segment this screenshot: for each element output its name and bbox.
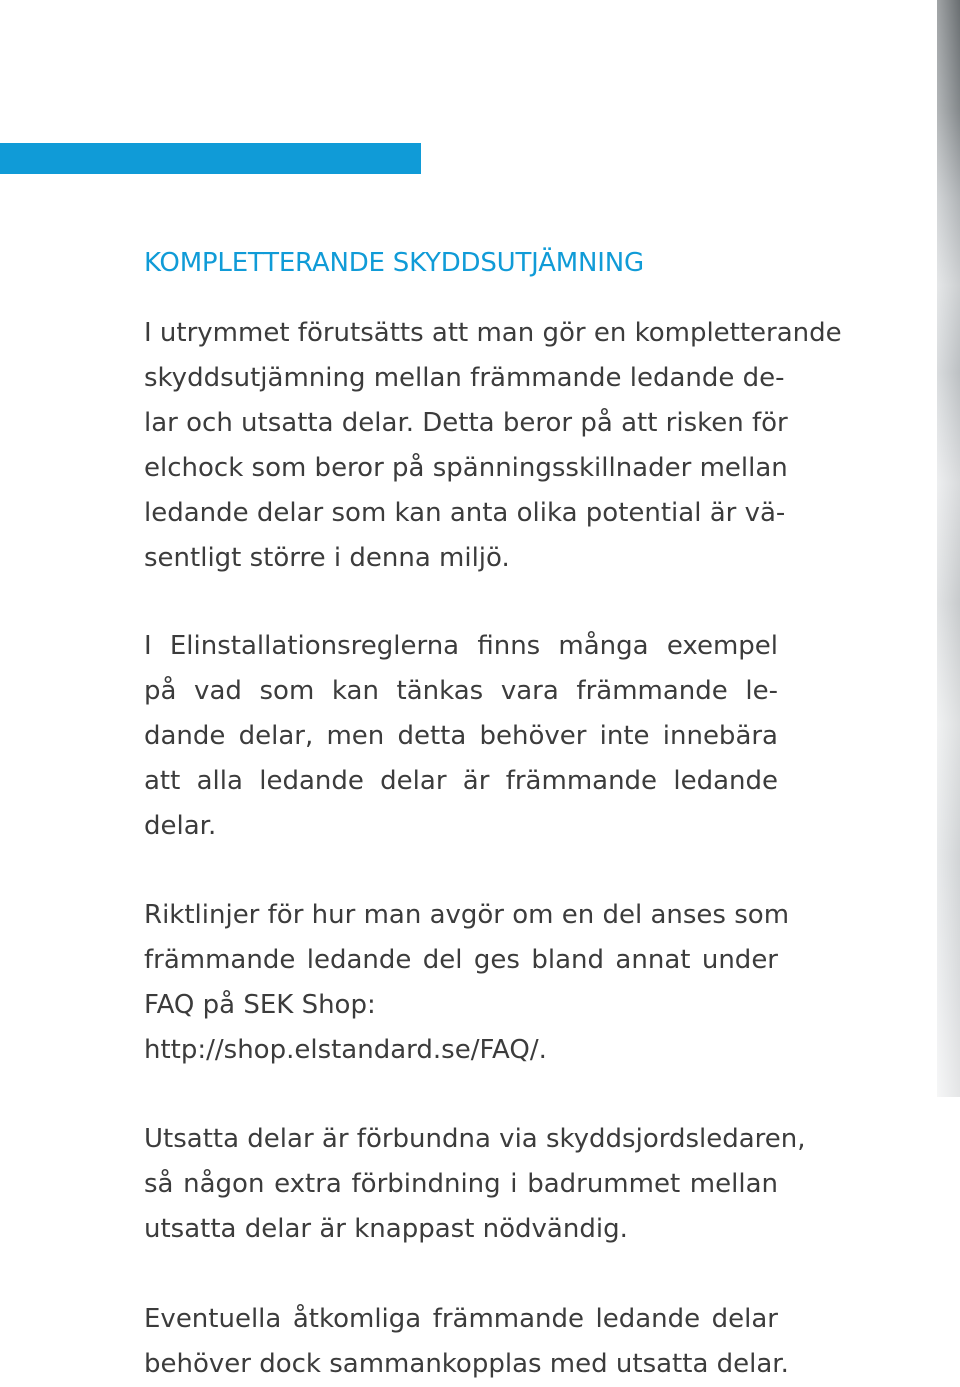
paragraph-examples: [144, 624, 778, 849]
faq-link-text: http://shop.elstandard.se/FAQ/.: [144, 1035, 547, 1065]
side-photo-strip: [937, 0, 960, 1097]
section-heading: KOMPLETTERANDE SKYDDSUTJÄMNING: [144, 248, 644, 278]
paragraph-conclusion: [144, 1297, 789, 1387]
text-line: främmande ledande del ges bland annat under: [144, 945, 778, 975]
paragraph-exposed-parts: [144, 1117, 806, 1252]
text-line: Utsatta delar är förbundna via skyddsjordsledaren,: [144, 1124, 806, 1154]
text-line: Eventuella åtkomliga främmande ledande delar: [144, 1304, 778, 1334]
text-line: ledande delar som kan anta olika potential är vä-: [144, 498, 786, 528]
paragraph-guidelines: [144, 893, 790, 1073]
text-line: utsatta delar är knappast nödvändig.: [144, 1214, 628, 1244]
text-line: dande delar, men detta behöver inte innebära: [144, 721, 778, 751]
accent-bar: [0, 143, 421, 174]
text-line: lar och utsatta delar. Detta beror på att risken för: [144, 408, 788, 438]
text-line: I Elinstallationsreglerna finns många exempel: [144, 631, 778, 661]
text-line: I utrymmet förutsätts att man gör en kompletterande: [144, 318, 842, 348]
text-line: sentligt större i denna miljö.: [144, 543, 510, 573]
text-line: att alla ledande delar är främmande ledande: [144, 766, 778, 796]
text-line: på vad som kan tänkas vara främmande le-: [144, 676, 778, 706]
text-line: elchock som beror på spänningsskillnader mellan: [144, 453, 788, 483]
text-line: delar.: [144, 811, 217, 841]
text-line: så någon extra förbindning i badrummet mellan: [144, 1169, 778, 1199]
text-line: behöver dock sammankopplas med utsatta delar.: [144, 1349, 789, 1379]
text-line: FAQ på SEK Shop:: [144, 990, 376, 1020]
text-line: Riktlinjer för hur man avgör om en del anses som: [144, 900, 790, 930]
text-line: skyddsutjämning mellan främmande ledande de-: [144, 363, 785, 393]
paragraph-intro: [144, 311, 842, 581]
